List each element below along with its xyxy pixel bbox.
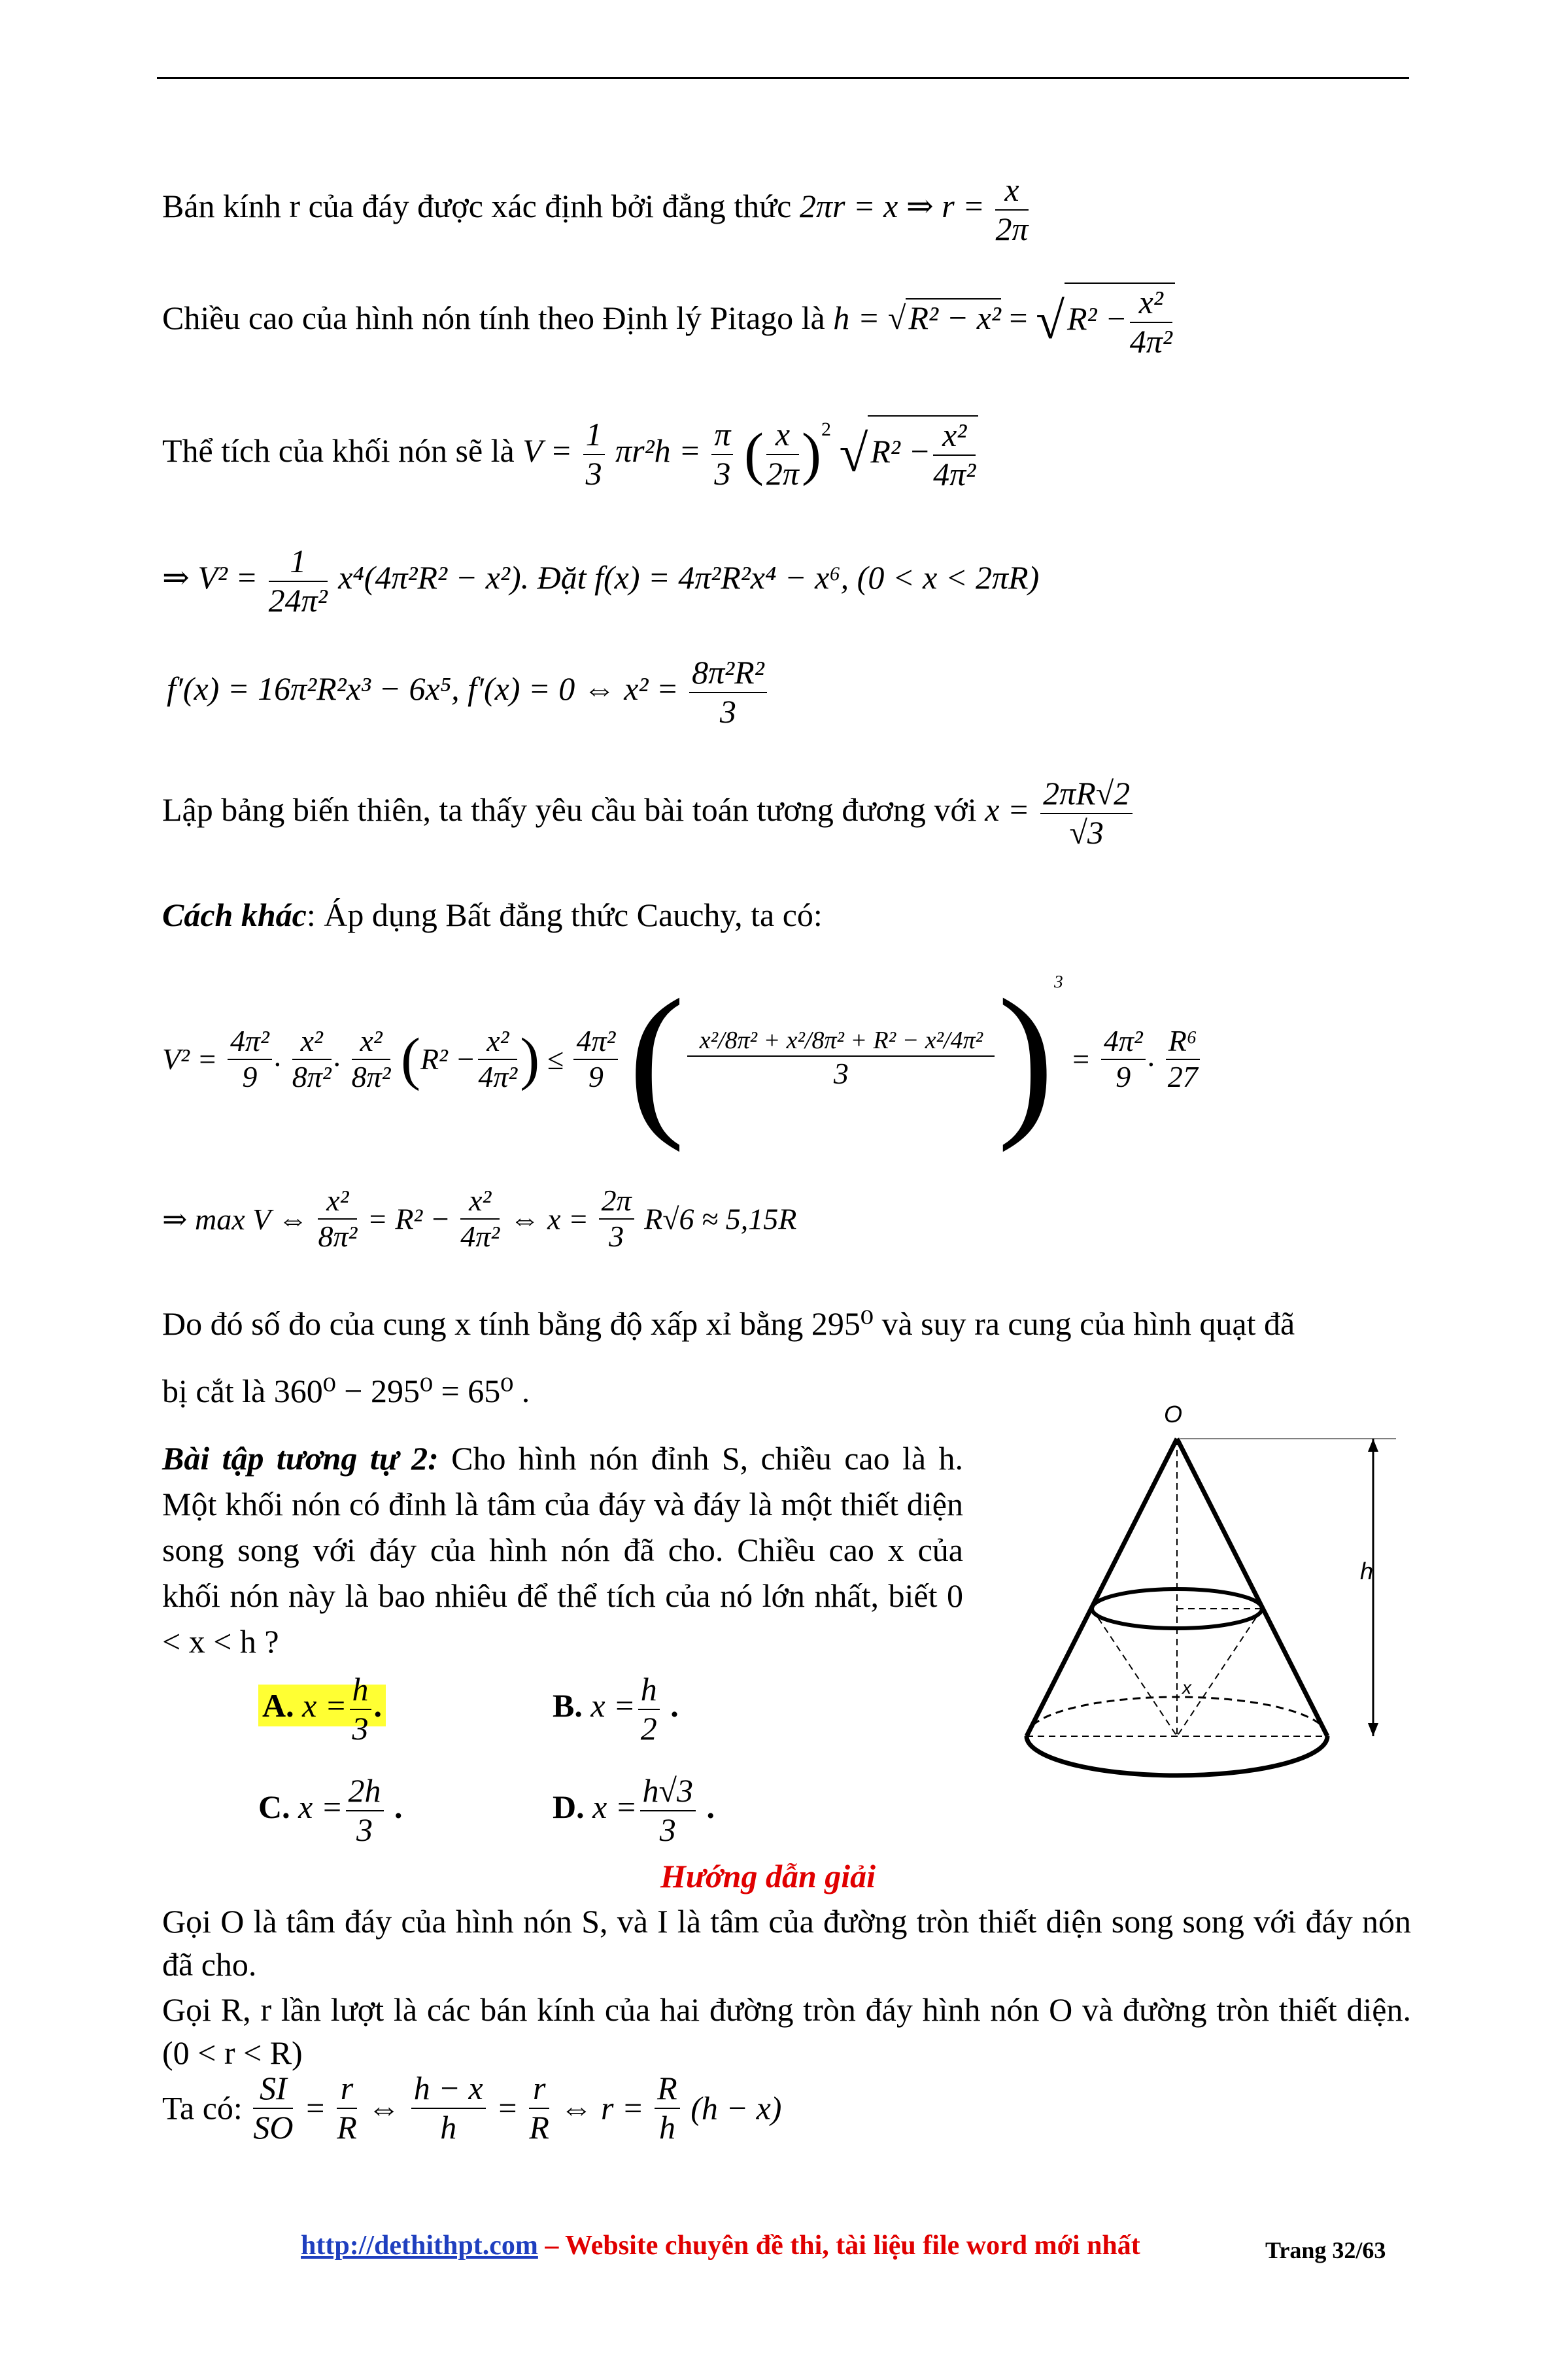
arc-line: Do đó số đo của cung x tính bằng độ xấp xỉ bằng 295⁰ và suy ra cung của hình quạt đã [162,1305,1295,1342]
conclusion-frac: $\frac{2\pi R√2}{√3}$ [1040,775,1133,851]
volume-eq: V = [522,432,573,469]
cut-line: bị cắt là 360⁰ − 295⁰ = 65⁰ . [162,1373,530,1409]
exercise-label: Bài tập tương tự 2: [162,1440,439,1477]
v2-frac: $\frac{1}{\text{24π²}}$ [268,543,328,619]
footer [301,2230,1140,2261]
height-radical2: R² − [1067,300,1127,337]
v2-expr: x⁴(4π²R² − x²). Đặt f(x) = 4π²R²x⁴ − x⁶, (0 < x < 2πR) [338,558,1040,596]
exercise-paragraph [162,1435,963,1664]
apex-label: O [1164,1401,1183,1428]
v2-pre: ⇒ V² = [162,558,258,596]
height-eq2: = [1009,299,1028,336]
volume-text: Thể tích của khối nón sẽ là [162,432,515,469]
option-b[interactable]: B. x = $\frac{h}{2}$ . [553,1671,679,1747]
solution-p1: Gọi O là tâm đáy của hình nón S, và I là tâm của đường tròn thiết diện song song với đáy nón đã cho. [162,1903,1411,1983]
volume-frac3: $\frac{x}{2\pi}$ [766,416,799,492]
height-eq: h = [833,299,880,336]
height-label: h [1360,1558,1374,1585]
conclusion-text: Lập bảng biến thiên, ta thấy yêu cầu bài toán tương đương với [162,791,977,828]
radius-fraction: $\frac{x}{2\pi}$ [995,171,1029,247]
option-c[interactable]: C. x = $\frac{2h}{3}$ . [258,1772,403,1848]
cauchy-pre: V² = [162,1042,218,1076]
cauchy-line: V² = $\frac{\text{4π²}}{9}$ . $\frac{\text{x²}}{\text{8π²}}$ . $\frac{\text{x²}}{\text{8π²}}$ (R² − $\frac{\text{x²}}{\text{4π²}}$ ) ≤ $\frac{\text{4π²}}{9}$ ( $\frac{\text{x²/8π² + x²/8π² + R² − x²/4π²}}{3}$ )$^3$ = $\frac{\text{4π²}}{9}$ . $\frac{\text{R⁶}}{27}$ [162,961,1202,1157]
header-rule [157,77,1409,79]
conclusion-eq: x = [985,791,1030,828]
derivative-line [167,654,770,730]
radius-eq: 2πr = x ⇒ r = [799,187,985,224]
solution-p3: Ta có: $\frac{SI}{SO}$ = $\frac{r}{R}$ ⇔ $\frac{h - x}{h}$ = $\frac{r}{R}$ ⇔ r = $\frac{R}{h}$ (h − x) [162,2070,782,2146]
cone-figure [1007,1393,1432,1818]
option-a[interactable]: A. x = $\frac{h}{3}$ . [258,1671,386,1747]
page-number: Trang 32/63 [1265,2237,1386,2263]
footer-text: – Website chuyên đề thi, tài liệu file word mới nhất [537,2231,1140,2261]
conclusion-line [162,775,1135,851]
volume-exp: 2 [821,418,831,440]
volume-radical: R² − [870,432,931,470]
height-text: Chiều cao của hình nón tính theo Định lý Pitago là [162,299,825,336]
solution-p2: Gọi R, r lần lượt là các bán kính của hai đường tròn đáy hình nón O và đường tròn thiết diện. (0 < r < R) [162,1991,1411,2071]
footer-link[interactable]: http://dethithpt.com [301,2231,538,2261]
height-radical: R² − x² [906,298,1000,336]
volume-mid: πr²h = [615,432,701,469]
alt-method-label: Cách khác [162,897,307,933]
derivative-expr: f′(x) = 16π²R²x³ − 6x⁵, f′(x) = 0 ⇔ x² = [167,670,679,707]
exercise-text: Cho hình nón đỉnh S, chiều cao là h. Một khối nón có đỉnh là tâm của đáy và đáy là một thiết diện song song với đáy của hình nón đã cho. Chiều cao x của khối nón này là bao nhiêu để thể tích của nó lớn nhất, biết 0 < x < h ? [162,1440,964,1660]
option-d[interactable]: D. x = $\frac{h√3}{3}$ . [553,1772,715,1848]
inner-label: x [1182,1677,1191,1698]
v2-line [162,543,1039,619]
volume-frac2: $\frac{\pi}{3}$ [711,416,733,492]
volume-line: Thể tích của khối nón sẽ là V = $\frac{1}{3}$ πr²h = $\frac{\pi}{3}$ ( $\frac{x}{2\pi}$ )$^2$ √R² − $\frac{\text{x²}}{\text{4π²}}$ [162,415,978,493]
alt-method-line [162,896,823,934]
volume-frac1: $\frac{1}{3}$ [583,416,605,492]
radius-text: Bán kính r của đáy được xác định bởi đẳng thức [162,187,792,224]
derivative-frac: $\frac{\text{8π²R²}}{3}$ [689,654,767,730]
radius-line [162,171,1031,248]
height-line: Chiều cao của hình nón tính theo Định lý Pitago là h = √R² − x² = √R² − $\frac{\text{x²}}{\text{4π²}}$ [162,283,1175,360]
alt-method-text: : Áp dụng Bất đẳng thức Cauchy, ta có: [306,897,823,933]
maxv-line: ⇒ max V ⇔ $\frac{\text{x²}}{\text{8π²}}$ = R² − $\frac{\text{x²}}{\text{4π²}}$ ⇔ x = $\frac{2\pi}{3}$ R√6 ≈ 5,15R [162,1184,797,1253]
solution-title: Hướng dẫn giải [660,1858,876,1894]
